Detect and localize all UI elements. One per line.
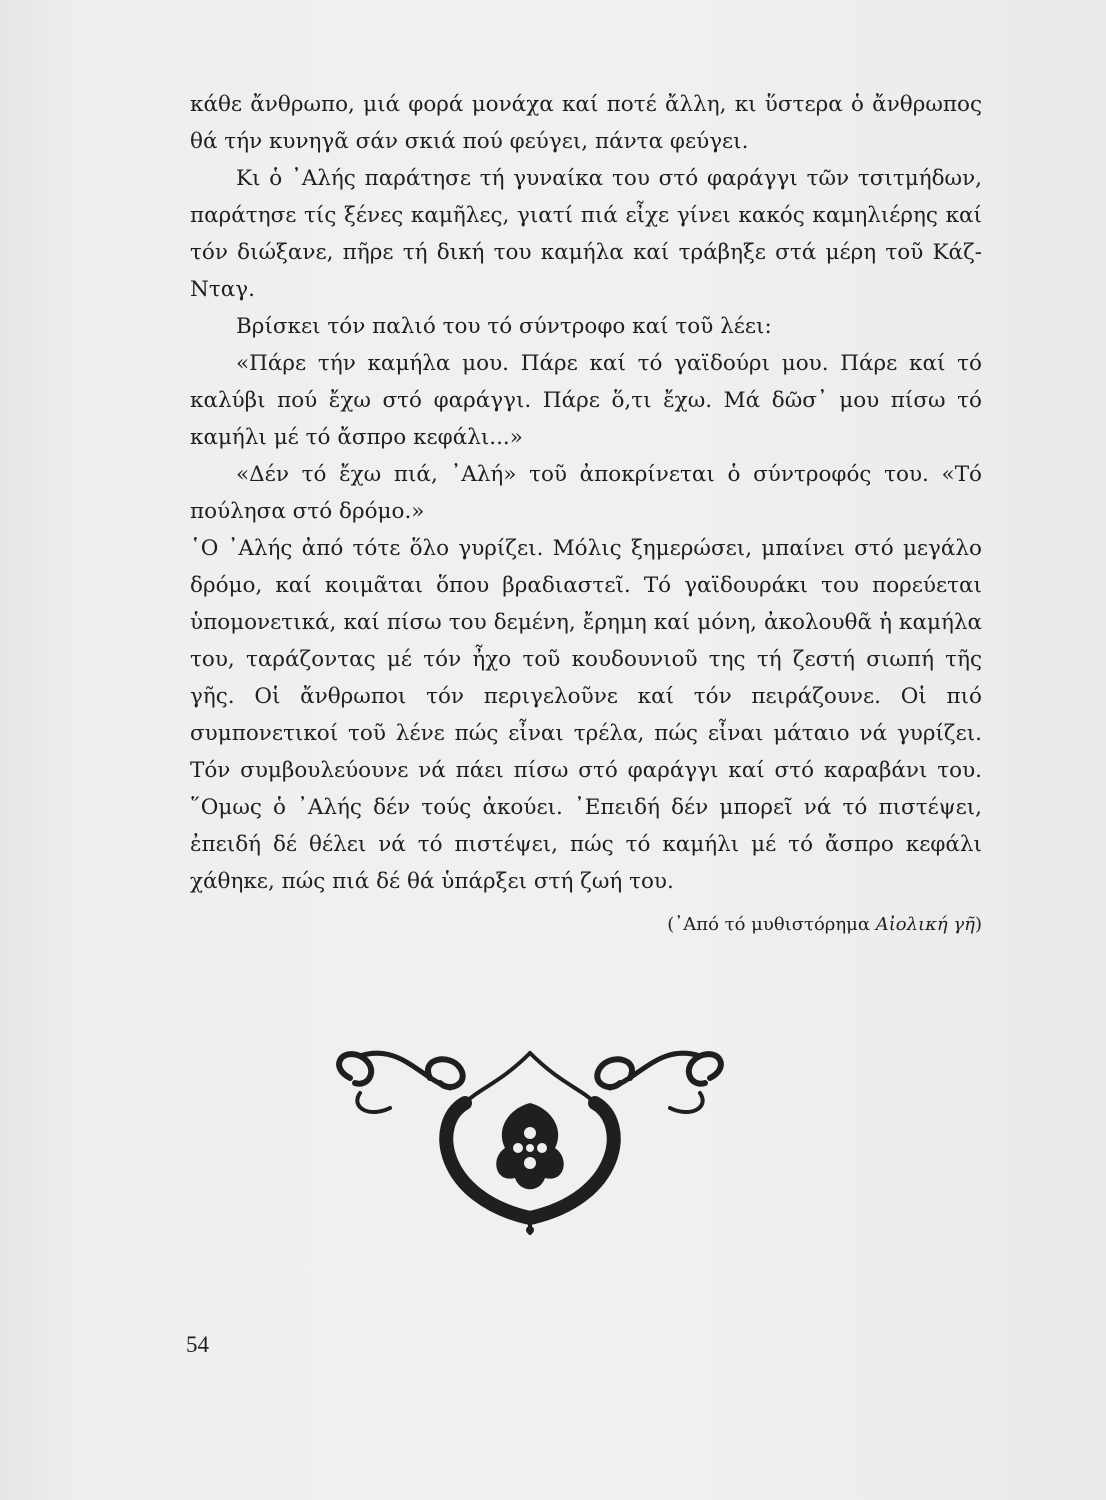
body-text — [190, 86, 982, 900]
paragraph-3: Βρίσκει τόν παλιό του τό σύντροφο καί τοῦ λέει: — [236, 314, 772, 339]
page-number: 54 — [186, 1332, 209, 1357]
paragraph-4: «Πάρε τήν καμήλα μου. Πάρε καί τό γαϊδούρι μου. Πάρε καί τό καλύβι πού ἔχω στό φαράγγι. Πάρε ὅ,τι ἔχω. Μά δῶσ᾽ μου πίσω τό καμήλι μέ τό ἄσπρο κεφάλι...» — [190, 351, 982, 450]
decorative-ornament-icon — [330, 1048, 730, 1238]
paragraph-5: «Δέν τό ἔχω πιά, ᾽Αλή» τοῦ ἀποκρίνεται ὁ σύντροφός του. «Τό πούλησα στό δρόμο.» — [190, 462, 982, 524]
paragraph-2: Κι ὁ ᾽Αλής παράτησε τή γυναίκα του στό φαράγγι τῶν τσιτμήδων, παράτησε τίς ξένες καμῆλες, γιατί πιά εἶχε γίνει κακός καμηλιέρης καί τόν διώξανε, πῆρε τή δική του καμήλα καί τράβηξε στά μέρη τοῦ Κάζ-Νταγ. — [190, 166, 982, 302]
source-citation — [560, 912, 982, 938]
source-prefix: (᾽Από τό μυθιστόρημα — [667, 914, 876, 935]
source-suffix: ) — [974, 914, 982, 935]
paragraph-1: κάθε ἄνθρωπο, μιά φορά μονάχα καί ποτέ ἄλλη, κι ὕστερα ὁ ἄνθρωπος θά τήν κυνηγᾶ σάν σκιά πού φεύγει, πάντα φεύγει. — [190, 92, 982, 154]
paragraph-6: ῾Ο ᾽Αλής ἀπό τότε ὅλο γυρίζει. Μόλις ξημερώσει, μπαίνει στό μεγάλο δρόμο, καί κοιμᾶται ὅπου βραδιαστεῖ. Τό γαϊδουράκι του πορεύεται ὑπομονετικά, καί πίσω του δεμένη, ἔρημη καί μόνη, ἀκολουθᾶ ἡ καμήλα του, ταράζοντας μέ τόν ἦχο τοῦ κουδουνιοῦ της τή ζεστή σιωπή τῆς γῆς. Οἱ ἄνθρωποι τόν περιγελοῦνε καί τόν πειράζουνε. Οἱ πιό συμπονετικοί τοῦ λένε πώς εἶναι τρέλα, πώς εἶναι μάταιο νά γυρίζει. Τόν συμβουλεύουνε νά πάει πίσω στό φαράγγι καί στό καραβάνι του. ῞Ομως ὁ ᾽Αλής δέν τούς ἀκούει. ᾽Επειδή δέν μπορεῖ νά τό πιστέψει, ἐπειδή δέ θέλει νά τό πιστέψει, πώς τό καμήλι μέ τό ἄσπρο κεφάλι χάθηκε, πώς πιά δέ θά ὑπάρξει στή ζωή του. — [190, 536, 982, 894]
source-title: Αἰολική γῆ — [875, 914, 975, 935]
